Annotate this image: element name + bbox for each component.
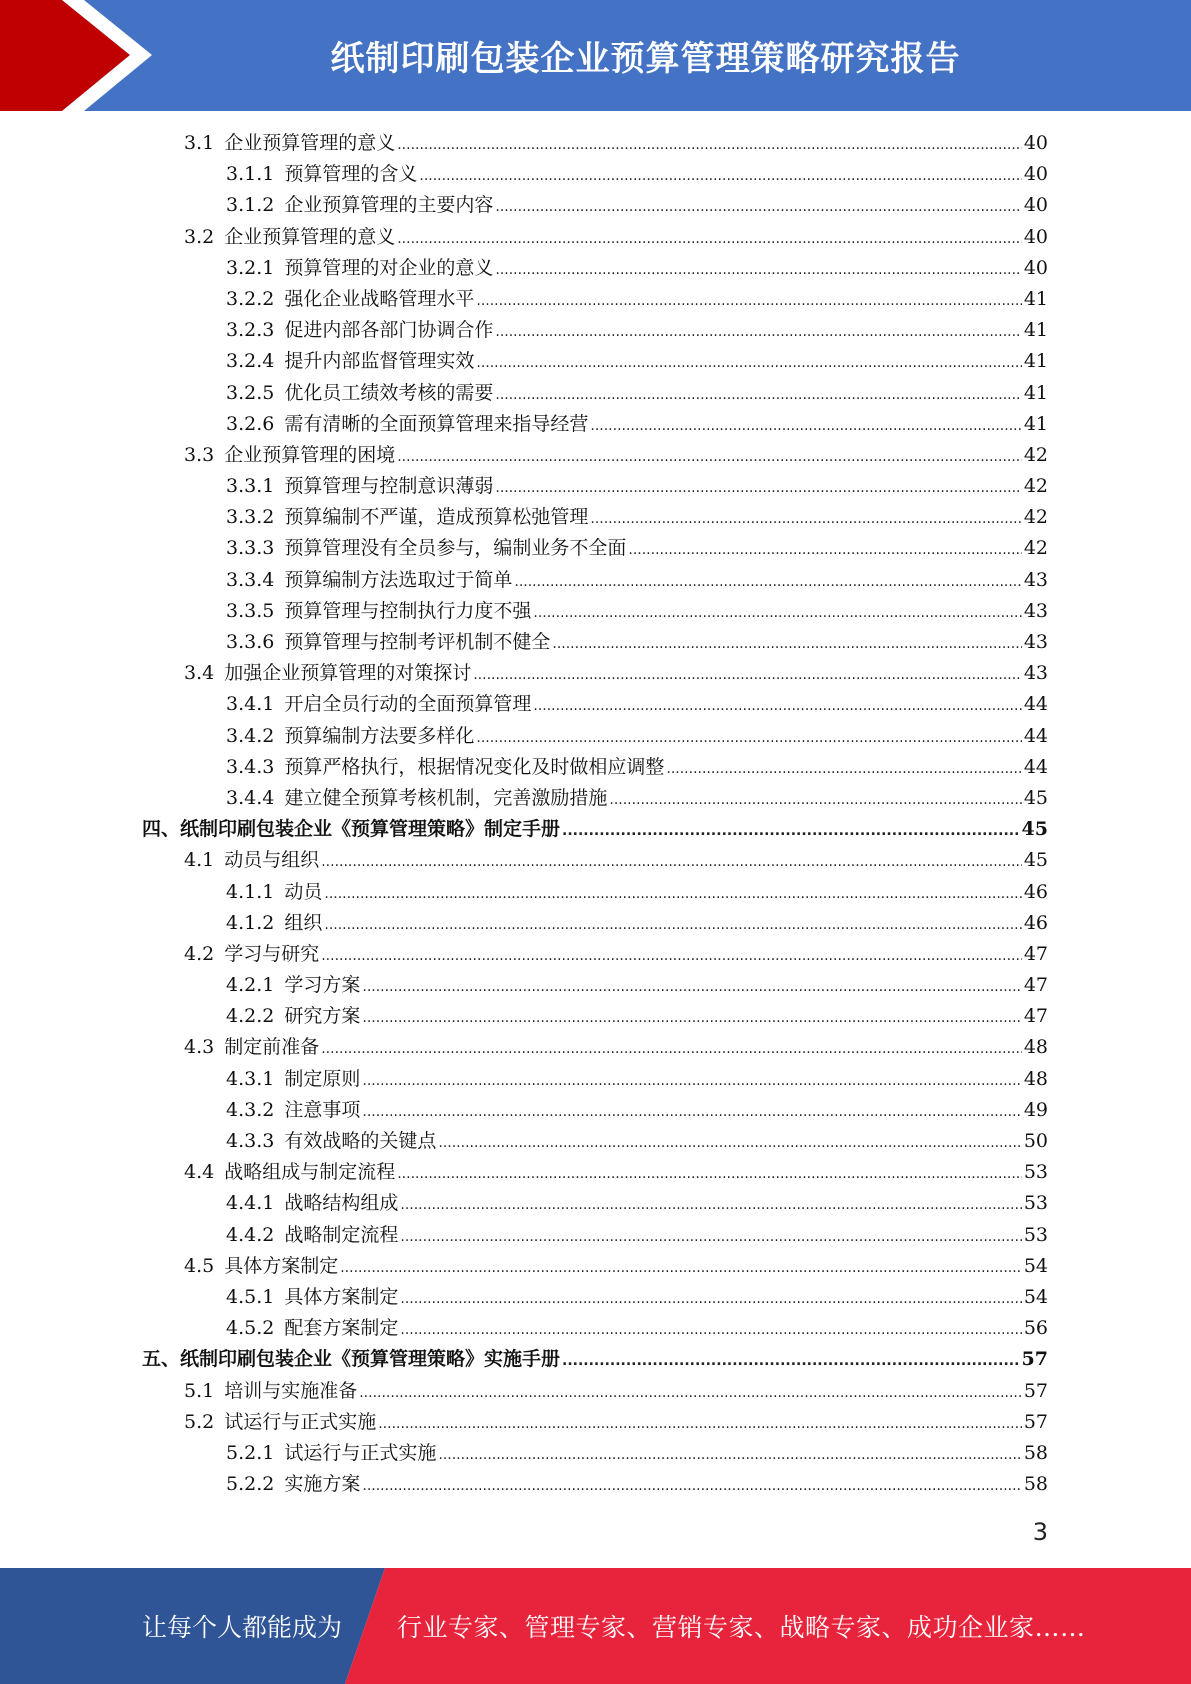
toc-entry-number: 4.2.2 xyxy=(226,1005,275,1028)
toc-entry[interactable] xyxy=(142,222,1048,253)
toc-entry[interactable] xyxy=(142,378,1048,409)
toc-entry-title: 优化员工绩效考核的需要 xyxy=(284,381,494,404)
toc-entry-page: 56 xyxy=(1023,1317,1048,1340)
toc-entry-number: 3.3.2 xyxy=(226,506,275,529)
toc-entry-page: 43 xyxy=(1023,631,1048,653)
toc-entry-page: 43 xyxy=(1023,599,1048,622)
toc-entry-number: 4.4.2 xyxy=(226,1223,275,1246)
toc-entry-title: 预算编制方法要多样化 xyxy=(284,724,475,747)
toc-entry-page: 57 xyxy=(1023,1379,1048,1402)
toc-entry[interactable] xyxy=(142,409,1048,440)
toc-entry-number: 3.4.2 xyxy=(226,724,275,747)
toc-dot-leader xyxy=(609,785,1021,816)
toc-entry-title: 制定前准备 xyxy=(224,1036,320,1059)
toc-entry-number: 4.2 xyxy=(184,942,215,965)
toc-dot-leader xyxy=(321,941,1022,972)
toc-entry-title: 强化企业战略管理水平 xyxy=(284,287,475,310)
toc-entry[interactable] xyxy=(142,1344,1048,1375)
toc-entry[interactable] xyxy=(142,440,1048,471)
toc-entry-title: 预算管理与控制考评机制不健全 xyxy=(284,631,551,653)
toc-entry[interactable] xyxy=(142,1157,1048,1188)
toc-entry-title: 预算管理的含义 xyxy=(284,163,418,186)
toc-entry[interactable] xyxy=(142,502,1048,533)
toc-entry-number: 3.2.4 xyxy=(226,350,275,373)
toc-entry-title: 预算管理没有全员参与，编制业务不全面 xyxy=(284,537,627,560)
toc-entry-number: 3.2.3 xyxy=(226,319,275,342)
toc-entry-title: 制定原则 xyxy=(284,1067,361,1090)
toc-entry-title: 提升内部监督管理实效 xyxy=(284,350,475,373)
toc-entry[interactable] xyxy=(142,471,1048,502)
toc-entry-title: 实施方案 xyxy=(284,1473,361,1496)
toc-entry-page: 58 xyxy=(1023,1441,1048,1464)
toc-entry-number: 3.3.5 xyxy=(226,599,275,622)
toc-entry-number: 4.5.2 xyxy=(226,1317,275,1340)
toc-entry-title: 需有清晰的全面预算管理来指导经营 xyxy=(284,412,589,435)
toc-entry-page: 48 xyxy=(1023,1036,1048,1059)
report-title: 纸制印刷包装企业预算管理策略研究报告 xyxy=(330,39,961,79)
toc-entry-page: 49 xyxy=(1023,1098,1048,1121)
toc-entry-page: 44 xyxy=(1023,755,1048,778)
toc-entry[interactable] xyxy=(142,877,1048,908)
toc-entry-number: 3.2.2 xyxy=(226,287,275,310)
toc-entry-page: 41 xyxy=(1023,287,1048,310)
toc-entry[interactable] xyxy=(142,1032,1048,1063)
page-header xyxy=(0,0,1191,111)
toc-entry-page: 43 xyxy=(1023,662,1048,685)
toc-entry-title: 学习与研究 xyxy=(224,942,320,965)
toc-entry-number: 3.2.5 xyxy=(226,381,275,404)
toc-entry[interactable] xyxy=(142,1001,1048,1032)
toc-entry[interactable] xyxy=(142,1188,1048,1219)
toc-entry[interactable] xyxy=(142,721,1048,752)
toc-entry-title: 预算管理与控制执行力度不强 xyxy=(284,599,532,622)
toc-entry[interactable] xyxy=(142,1313,1048,1344)
toc-entry-title: 具体方案制定 xyxy=(224,1254,339,1277)
toc-entry-title: 企业预算管理的意义 xyxy=(224,225,396,248)
toc-entry[interactable] xyxy=(142,315,1048,346)
toc-entry[interactable] xyxy=(142,845,1048,876)
toc-entry-title: 动员与组织 xyxy=(224,849,320,872)
toc-dot-leader xyxy=(362,1471,1021,1502)
toc-entry-page: 54 xyxy=(1023,1285,1048,1308)
toc-entry[interactable] xyxy=(142,658,1048,689)
toc-entry-title: 加强企业预算管理的对策探讨 xyxy=(224,662,472,685)
toc-entry-title: 组织 xyxy=(284,911,323,934)
toc-entry-number: 3.3.3 xyxy=(226,537,275,560)
toc-entry-title: 战略制定流程 xyxy=(284,1223,399,1246)
toc-dot-leader xyxy=(362,1097,1021,1128)
toc-dot-leader xyxy=(495,192,1021,223)
toc-entry[interactable] xyxy=(142,565,1048,596)
toc-entry-title: 开启全员行动的全面预算管理 xyxy=(284,693,532,716)
toc-entry-number: 4.1.2 xyxy=(226,911,275,934)
toc-entry-title: 具体方案制定 xyxy=(284,1285,399,1308)
toc-entry-number: 3.2.1 xyxy=(226,256,275,279)
toc-entry-title: 预算编制不严谨，造成预算松弛管理 xyxy=(284,506,589,529)
toc-entry[interactable] xyxy=(142,596,1048,627)
toc-entry-number: 3.4 xyxy=(184,662,215,685)
toc-entry-page: 53 xyxy=(1023,1223,1048,1246)
toc-entry-number: 5.1 xyxy=(184,1379,215,1402)
toc-entry-page: 45 xyxy=(1023,849,1048,872)
toc-entry[interactable] xyxy=(142,1376,1048,1407)
footer-slogan-left: 让每个人都能成为 xyxy=(142,1613,343,1642)
toc-dot-leader xyxy=(495,317,1021,348)
toc-entry-page: 53 xyxy=(1023,1192,1048,1215)
toc-entry[interactable] xyxy=(142,1126,1048,1157)
toc-entry-title: 促进内部各部门协调合作 xyxy=(284,319,494,342)
toc-entry[interactable] xyxy=(142,939,1048,970)
toc-entry[interactable] xyxy=(142,533,1048,564)
toc-dot-leader xyxy=(419,161,1021,192)
toc-entry-title: 建立健全预算考核机制，完善激励措施 xyxy=(284,786,608,809)
page-number: 3 xyxy=(1032,1518,1048,1546)
toc-dot-leader xyxy=(495,473,1021,504)
toc-entry-number: 4.2.1 xyxy=(226,974,275,997)
toc-entry-title: 战略结构组成 xyxy=(284,1192,399,1215)
toc-dot-leader xyxy=(397,130,1022,161)
toc-entry-page: 42 xyxy=(1023,475,1048,498)
toc-entry[interactable] xyxy=(142,627,1048,658)
toc-entry-title: 注意事项 xyxy=(284,1098,361,1121)
toc-entry-page: 46 xyxy=(1023,880,1048,903)
toc-entry-number: 4.1.1 xyxy=(226,880,275,903)
toc-dot-leader xyxy=(321,1034,1022,1065)
toc-entry-page: 40 xyxy=(1023,163,1048,186)
toc-entry-title: 配套方案制定 xyxy=(284,1317,399,1340)
toc-entry-title: 企业预算管理的困境 xyxy=(224,443,396,466)
toc-entry-page: 54 xyxy=(1023,1254,1048,1277)
toc-entry-title: 试运行与正式实施 xyxy=(224,1410,377,1433)
toc-entry[interactable] xyxy=(142,970,1048,1001)
toc-entry-title: 战略组成与制定流程 xyxy=(224,1161,396,1184)
toc-entry[interactable] xyxy=(142,752,1048,783)
toc-dot-leader xyxy=(359,1378,1022,1409)
toc-entry-page: 40 xyxy=(1023,132,1048,154)
toc-entry-number: 5.2.2 xyxy=(226,1473,275,1496)
toc-entry-title: 五、纸制印刷包装企业《预算管理策略》实施手册 xyxy=(142,1348,561,1371)
toc-entry-title: 预算严格执行，根据情况变化及时做相应调整 xyxy=(284,755,665,778)
toc-dot-leader xyxy=(362,1003,1021,1034)
toc-entry-title: 有效战略的关键点 xyxy=(284,1130,437,1152)
toc-dot-leader xyxy=(324,910,1021,941)
toc-entry[interactable] xyxy=(142,689,1048,720)
toc-entry[interactable] xyxy=(142,814,1048,845)
toc-dot-leader xyxy=(514,567,1021,598)
toc-entry-page: 41 xyxy=(1023,412,1048,435)
toc-dot-leader xyxy=(400,1222,1021,1253)
toc-entry[interactable] xyxy=(142,1095,1048,1126)
toc-entry-page: 40 xyxy=(1023,225,1048,248)
toc-entry-page: 45 xyxy=(1021,818,1048,841)
toc-dot-leader xyxy=(476,286,1021,317)
toc-dot-leader xyxy=(495,380,1021,411)
toc-entry-page: 44 xyxy=(1023,693,1048,716)
toc-entry-number: 5.2 xyxy=(184,1410,215,1433)
toc-entry-number: 3.1.2 xyxy=(226,194,275,217)
toc-dot-leader xyxy=(495,255,1021,286)
toc-dot-leader xyxy=(533,598,1021,629)
toc-entry-number: 3.3.6 xyxy=(226,631,275,653)
toc-dot-leader xyxy=(666,754,1021,785)
toc-entry-title: 预算管理的对企业的意义 xyxy=(284,256,494,279)
toc-entry-title: 培训与实施准备 xyxy=(224,1379,358,1402)
toc-dot-leader xyxy=(562,1346,1020,1377)
toc-entry-number: 3.2 xyxy=(184,225,215,248)
page-footer xyxy=(0,1568,1191,1684)
toc-entry-page: 41 xyxy=(1023,350,1048,373)
toc-entry-number: 4.3.1 xyxy=(226,1067,275,1090)
toc-entry[interactable] xyxy=(142,908,1048,939)
toc-entry-number: 4.5.1 xyxy=(226,1285,275,1308)
toc-entry[interactable] xyxy=(142,1220,1048,1251)
toc-entry-page: 57 xyxy=(1023,1410,1048,1433)
toc-dot-leader xyxy=(476,723,1021,754)
toc-dot-leader xyxy=(473,660,1022,691)
toc-entry[interactable] xyxy=(142,159,1048,190)
toc-entry-page: 40 xyxy=(1023,194,1048,217)
toc-entry-title: 动员 xyxy=(284,880,323,903)
toc-entry-page: 57 xyxy=(1021,1348,1048,1371)
toc-entry-number: 4.3 xyxy=(184,1036,215,1059)
table-of-contents xyxy=(142,128,1048,1500)
toc-entry-page: 42 xyxy=(1023,537,1048,560)
toc-entry-page: 50 xyxy=(1023,1130,1048,1152)
toc-entry-page: 53 xyxy=(1023,1161,1048,1184)
toc-entry-title: 学习方案 xyxy=(284,974,361,997)
toc-entry-title: 预算管理与控制意识薄弱 xyxy=(284,475,494,498)
toc-entry-number: 5.2.1 xyxy=(226,1441,275,1464)
toc-dot-leader xyxy=(362,1066,1021,1097)
toc-entry-page: 44 xyxy=(1023,724,1048,747)
toc-entry-page: 47 xyxy=(1023,1005,1048,1028)
toc-entry-number: 3.4.3 xyxy=(226,755,275,778)
toc-entry-page: 45 xyxy=(1023,786,1048,809)
toc-entry-number: 4.5 xyxy=(184,1254,215,1277)
toc-entry-number: 3.4.4 xyxy=(226,786,275,809)
toc-dot-leader xyxy=(400,1284,1021,1315)
toc-dot-leader xyxy=(590,504,1021,535)
toc-dot-leader xyxy=(340,1253,1022,1284)
toc-dot-leader xyxy=(438,1440,1021,1471)
toc-dot-leader xyxy=(378,1409,1022,1440)
toc-entry-page: 41 xyxy=(1023,381,1048,404)
toc-dot-leader xyxy=(476,348,1021,379)
toc-entry[interactable] xyxy=(142,1469,1048,1500)
toc-entry-page: 42 xyxy=(1023,506,1048,529)
toc-entry-page: 47 xyxy=(1023,974,1048,997)
toc-entry[interactable] xyxy=(142,1064,1048,1095)
toc-entry-title: 企业预算管理的意义 xyxy=(224,132,396,154)
toc-dot-leader xyxy=(397,1159,1022,1190)
toc-dot-leader xyxy=(400,1190,1021,1221)
toc-entry-number: 3.3.1 xyxy=(226,475,275,498)
toc-entry-page: 43 xyxy=(1023,568,1048,591)
toc-entry-page: 58 xyxy=(1023,1473,1048,1496)
toc-dot-leader xyxy=(590,411,1021,442)
toc-entry-number: 3.3.4 xyxy=(226,568,275,591)
toc-entry-page: 42 xyxy=(1023,443,1048,466)
toc-entry-page: 47 xyxy=(1023,942,1048,965)
toc-entry[interactable] xyxy=(142,190,1048,221)
toc-entry-title: 研究方案 xyxy=(284,1005,361,1028)
toc-entry-number: 3.1.1 xyxy=(226,163,275,186)
toc-entry-page: 40 xyxy=(1023,256,1048,279)
toc-entry-number: 4.4 xyxy=(184,1161,215,1184)
toc-dot-leader xyxy=(397,224,1022,255)
toc-entry-number: 3.1 xyxy=(184,132,215,154)
toc-dot-leader xyxy=(552,629,1021,660)
toc-entry-page: 41 xyxy=(1023,319,1048,342)
toc-dot-leader xyxy=(397,442,1022,473)
toc-entry-page: 48 xyxy=(1023,1067,1048,1090)
toc-entry[interactable] xyxy=(142,1438,1048,1469)
footer-slogan-right: 行业专家、管理专家、营销专家、战略专家、成功企业家…… xyxy=(397,1613,1086,1642)
toc-dot-leader xyxy=(533,691,1021,722)
toc-dot-leader xyxy=(321,847,1022,878)
toc-entry[interactable] xyxy=(142,284,1048,315)
toc-entry-number: 4.4.1 xyxy=(226,1192,275,1215)
toc-dot-leader xyxy=(324,879,1021,910)
toc-dot-leader xyxy=(628,535,1021,566)
toc-entry-number: 3.4.1 xyxy=(226,693,275,716)
toc-entry-title: 四、纸制印刷包装企业《预算管理策略》制定手册 xyxy=(142,818,561,841)
toc-entry-number: 4.3.2 xyxy=(226,1098,275,1121)
toc-entry-number: 4.3.3 xyxy=(226,1130,275,1152)
toc-entry-title: 预算编制方法选取过于简单 xyxy=(284,568,513,591)
toc-entry[interactable] xyxy=(142,128,1048,159)
toc-entry-title: 企业预算管理的主要内容 xyxy=(284,194,494,217)
toc-entry-number: 4.1 xyxy=(184,849,215,872)
toc-entry-page: 46 xyxy=(1023,911,1048,934)
toc-entry[interactable] xyxy=(142,1407,1048,1438)
toc-dot-leader xyxy=(400,1315,1021,1346)
toc-entry[interactable] xyxy=(142,253,1048,284)
toc-dot-leader xyxy=(362,972,1021,1003)
toc-dot-leader xyxy=(562,816,1020,847)
toc-dot-leader xyxy=(438,1128,1021,1159)
toc-entry[interactable] xyxy=(142,346,1048,377)
toc-entry[interactable] xyxy=(142,1282,1048,1313)
toc-entry[interactable] xyxy=(142,1251,1048,1282)
toc-entry-number: 3.2.6 xyxy=(226,412,275,435)
toc-entry-title: 试运行与正式实施 xyxy=(284,1441,437,1464)
toc-entry-number: 3.3 xyxy=(184,443,215,466)
toc-entry[interactable] xyxy=(142,783,1048,814)
